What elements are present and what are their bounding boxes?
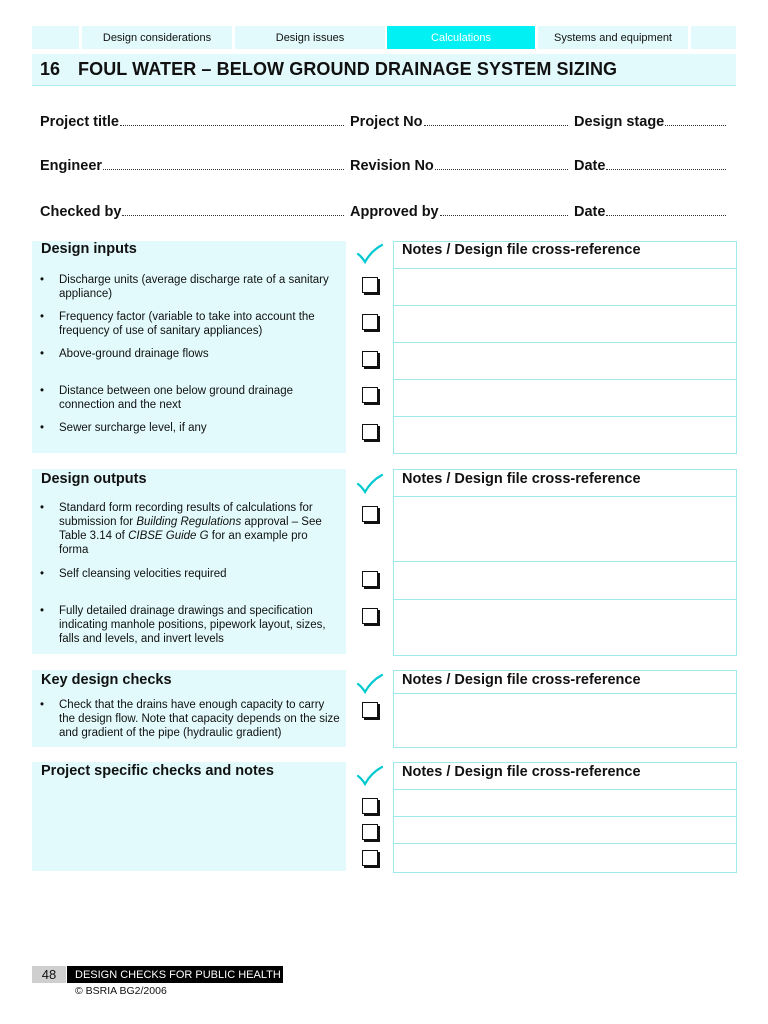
publication-title: DESIGN CHECKS FOR PUBLIC HEALTH [67, 966, 283, 983]
notes-cell[interactable] [394, 305, 736, 342]
key-design-checks-panel [32, 670, 346, 747]
key-checks-notes-panel [393, 670, 737, 748]
list-item: • Distance between one below ground drainage connection and the next [40, 385, 293, 411]
notes-cell[interactable] [394, 789, 736, 816]
tab-calculations[interactable]: Calculations [387, 26, 535, 49]
key-design-checks-heading: Key design checks [41, 672, 172, 688]
checked-by-field[interactable] [40, 204, 344, 224]
checkbox-input-3[interactable] [362, 351, 378, 367]
notes-header: Notes / Design file cross-reference [402, 764, 641, 780]
checkbox-project-3[interactable] [362, 850, 378, 866]
tab-spacer-right [691, 26, 736, 49]
page-title: FOUL WATER – BELOW GROUND DRAINAGE SYSTEM SIZING [78, 59, 618, 79]
notes-cell[interactable] [394, 268, 736, 305]
design-outputs-notes-panel [393, 469, 737, 656]
project-specific-panel [32, 762, 346, 871]
date-field-2[interactable] [574, 204, 726, 224]
date-field-1[interactable] [574, 158, 726, 178]
tab-design-considerations[interactable]: Design considerations [82, 26, 232, 49]
page-number: 48 [32, 966, 66, 983]
notes-cell[interactable] [394, 816, 736, 843]
checkbox-output-3[interactable] [362, 608, 378, 624]
project-title-field[interactable] [40, 114, 344, 134]
checkbox-project-1[interactable] [362, 798, 378, 814]
checkbox-input-4[interactable] [362, 387, 378, 403]
notes-cell[interactable] [394, 843, 736, 872]
design-inputs-panel [32, 241, 346, 453]
page-title-bar [32, 54, 736, 86]
checkbox-output-1[interactable] [362, 506, 378, 522]
section-tabs [32, 26, 736, 49]
tab-spacer-left [32, 26, 79, 49]
approved-by-label: Approved by [350, 204, 439, 220]
revision-no-field[interactable] [350, 158, 568, 178]
design-outputs-panel [32, 469, 346, 654]
engineer-label: Engineer [40, 158, 103, 174]
engineer-field[interactable] [40, 158, 344, 178]
notes-cell[interactable] [394, 379, 736, 416]
notes-header: Notes / Design file cross-reference [402, 242, 641, 258]
checked-by-label: Checked by [40, 204, 122, 220]
list-item: • Self cleansing velocities required [40, 568, 227, 580]
design-inputs-heading: Design inputs [41, 241, 137, 257]
approved-by-field[interactable] [350, 204, 568, 224]
list-item: • Standard form recording results of calculations for submission for Building Regulations approval – See Table 3.14 of CIBSE Guide G for an example pro forma [40, 502, 322, 556]
project-specific-heading: Project specific checks and notes [41, 763, 274, 779]
notes-cell[interactable] [394, 342, 736, 379]
notes-cell[interactable] [394, 693, 736, 747]
check-mark-icon [356, 473, 384, 495]
design-outputs-heading: Design outputs [41, 471, 147, 487]
list-item: • Sewer surcharge level, if any [40, 422, 207, 434]
check-mark-icon [356, 243, 384, 265]
list-item: • Fully detailed drainage drawings and specification indicating manhole positions, pipework layout, sizes, falls and levels, and invert levels [40, 605, 326, 645]
notes-header: Notes / Design file cross-reference [402, 471, 641, 487]
checkbox-input-2[interactable] [362, 314, 378, 330]
check-mark-icon [356, 765, 384, 787]
list-item: • Above-ground drainage flows [40, 348, 209, 360]
section-number: 16 [40, 59, 61, 79]
checkbox-output-2[interactable] [362, 571, 378, 587]
tab-systems-and-equipment[interactable]: Systems and equipment [538, 26, 688, 49]
list-item: • Frequency factor (variable to take into account the frequency of use of sanitary appliances) [40, 311, 315, 337]
notes-cell[interactable] [394, 496, 736, 561]
tab-design-issues[interactable]: Design issues [235, 26, 385, 49]
list-item: • Check that the drains have enough capacity to carry the design flow. Note that capacity depends on the size and gradient of the pipe (hydraulic gradient) [40, 699, 340, 739]
checkbox-input-1[interactable] [362, 277, 378, 293]
design-stage-field[interactable] [574, 114, 726, 134]
notes-cell[interactable] [394, 599, 736, 655]
notes-cell[interactable] [394, 561, 736, 599]
checkbox-project-2[interactable] [362, 824, 378, 840]
revision-no-label: Revision No [350, 158, 434, 174]
checkbox-key-check-1[interactable] [362, 702, 378, 718]
check-mark-icon [356, 673, 384, 695]
project-title-label: Project title [40, 114, 119, 130]
project-no-label: Project No [350, 114, 423, 130]
design-stage-label: Design stage [574, 114, 665, 130]
notes-cell[interactable] [394, 416, 736, 453]
notes-header: Notes / Design file cross-reference [402, 672, 641, 688]
copyright-notice: © BSRIA BG2/2006 [75, 985, 167, 997]
checkbox-input-5[interactable] [362, 424, 378, 440]
date-label-2: Date [574, 204, 606, 220]
design-inputs-notes-panel [393, 241, 737, 454]
list-item: • Discharge units (average discharge rate of a sanitary appliance) [40, 274, 329, 300]
project-no-field[interactable] [350, 114, 568, 134]
date-label-1: Date [574, 158, 606, 174]
project-specific-notes-panel [393, 762, 737, 873]
